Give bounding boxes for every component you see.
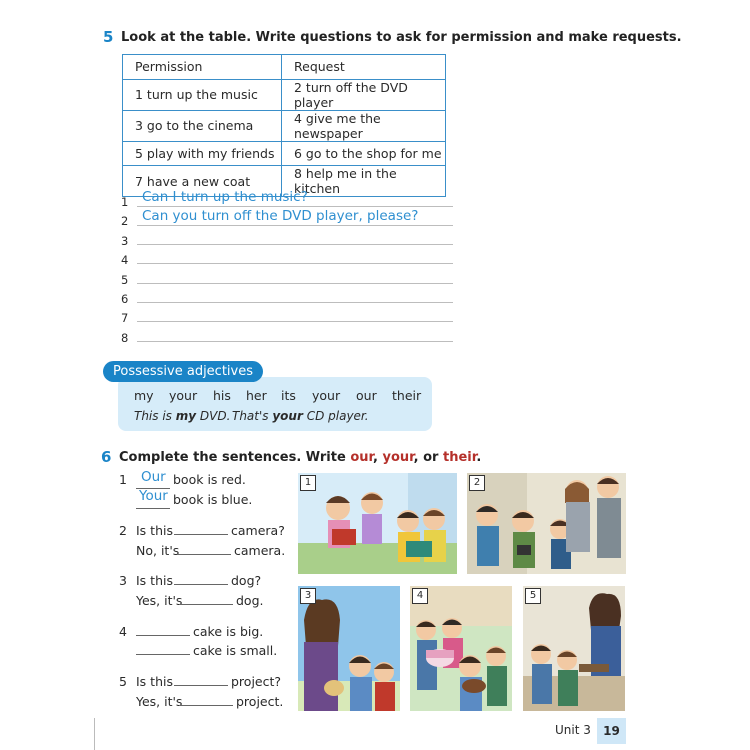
- sentence-text: Yes, it's: [136, 593, 183, 608]
- line-number: 3: [121, 234, 129, 248]
- pronoun: our: [356, 388, 377, 403]
- exercise-6-number: 6: [101, 448, 112, 466]
- sentence-text: No, it's: [136, 543, 180, 558]
- blank[interactable]: [136, 623, 190, 636]
- handwritten-answer: Can you turn off the DVD player, please?: [142, 208, 419, 224]
- answer-line[interactable]: [137, 226, 453, 245]
- sentence-text: book is red.: [173, 472, 246, 487]
- answer-line[interactable]: [137, 284, 453, 303]
- table-cell: 2 turn off the DVD player: [282, 79, 446, 110]
- blank[interactable]: [174, 673, 228, 686]
- unit-label: Unit 3: [555, 723, 591, 737]
- picture-5: [523, 586, 625, 711]
- sentence-text: dog.: [236, 593, 264, 608]
- blank[interactable]: [177, 542, 231, 555]
- grammar-example-2: That's your CD player.: [232, 409, 369, 423]
- table-cell: 8 help me in the kitchen: [282, 166, 446, 197]
- sentence-text: book is blue.: [173, 492, 253, 507]
- line-number: 7: [121, 311, 129, 325]
- permission-request-table: [122, 54, 446, 197]
- table-cell: 1 turn up the music: [123, 79, 282, 110]
- answer-line[interactable]: [137, 303, 453, 322]
- picture-3: [298, 586, 400, 711]
- table-cell: 5 play with my friends: [123, 141, 282, 166]
- answer-line[interactable]: [137, 323, 453, 342]
- picture-number: 3: [300, 588, 316, 604]
- sentence-text: project.: [236, 694, 284, 709]
- sentence-text: Is this: [136, 573, 173, 588]
- sentence-text: camera.: [234, 543, 286, 558]
- picture-number: 2: [469, 475, 485, 491]
- line-number: 4: [121, 253, 129, 267]
- sentence-text: camera?: [231, 523, 285, 538]
- pronoun: your: [312, 388, 341, 403]
- picture-1: [298, 473, 457, 574]
- table-cell: 4 give me the newspaper: [282, 110, 446, 141]
- pronoun: my: [134, 388, 154, 403]
- item-number: 3: [119, 573, 127, 588]
- pronoun: his: [213, 388, 231, 403]
- pronoun: its: [281, 388, 296, 403]
- table-row: [123, 141, 446, 166]
- sentence-text: project?: [231, 674, 282, 689]
- line-number: 2: [121, 214, 129, 228]
- line-number: 5: [121, 273, 129, 287]
- sentence-text: dog?: [231, 573, 262, 588]
- blank[interactable]: [136, 642, 190, 655]
- handwritten-answer: Can I turn up the music?: [142, 189, 308, 205]
- line-number: 6: [121, 292, 129, 306]
- table-row: [123, 110, 446, 141]
- sentence-text: Is this: [136, 674, 173, 689]
- pronoun: your: [169, 388, 198, 403]
- sentence-text: cake is small.: [193, 643, 278, 658]
- table-header-permission: Permission: [123, 55, 282, 80]
- table-cell: 3 go to the cinema: [123, 110, 282, 141]
- page-edge: [94, 718, 95, 750]
- exercise-5-number: 5: [103, 28, 114, 46]
- blank[interactable]: [174, 572, 228, 585]
- handwritten-answer: Your: [139, 488, 168, 504]
- table-row: [123, 79, 446, 110]
- table-cell: 6 go to the shop for me: [282, 141, 446, 166]
- picture-2: [467, 473, 626, 574]
- line-number: 8: [121, 331, 129, 345]
- picture-number: 4: [412, 588, 428, 604]
- blank[interactable]: [179, 592, 233, 605]
- picture-4: [410, 586, 512, 711]
- item-number: 4: [119, 624, 127, 639]
- grammar-example-1: This is my DVD.: [134, 409, 231, 423]
- answer-line[interactable]: [137, 245, 453, 264]
- page-number: 19: [597, 718, 626, 744]
- picture-number: 5: [525, 588, 541, 604]
- table-header-row: [123, 55, 446, 80]
- blank[interactable]: [174, 522, 228, 535]
- handwritten-answer: Our: [141, 469, 166, 485]
- item-number: 5: [119, 674, 127, 689]
- item-number: 2: [119, 523, 127, 538]
- table-header-request: Request: [282, 55, 446, 80]
- item-number: 1: [119, 472, 127, 487]
- pronoun: her: [246, 388, 267, 403]
- exercise-5-title: Look at the table. Write questions to ask for permission and make requests.: [121, 30, 682, 45]
- sentence-text: Is this: [136, 523, 173, 538]
- answer-line[interactable]: [137, 265, 453, 284]
- sentence-text: Yes, it's: [136, 694, 183, 709]
- picture-number: 1: [300, 475, 316, 491]
- pronoun: their: [392, 388, 422, 403]
- line-number: 1: [121, 195, 129, 209]
- exercise-6-title: Complete the sentences. Write our, your, or their.: [119, 450, 482, 465]
- sentence-text: cake is big.: [193, 624, 264, 639]
- grammar-title: Possessive adjectives: [103, 361, 263, 382]
- blank[interactable]: [179, 693, 233, 706]
- table-cell: 7 have a new coat: [123, 166, 282, 197]
